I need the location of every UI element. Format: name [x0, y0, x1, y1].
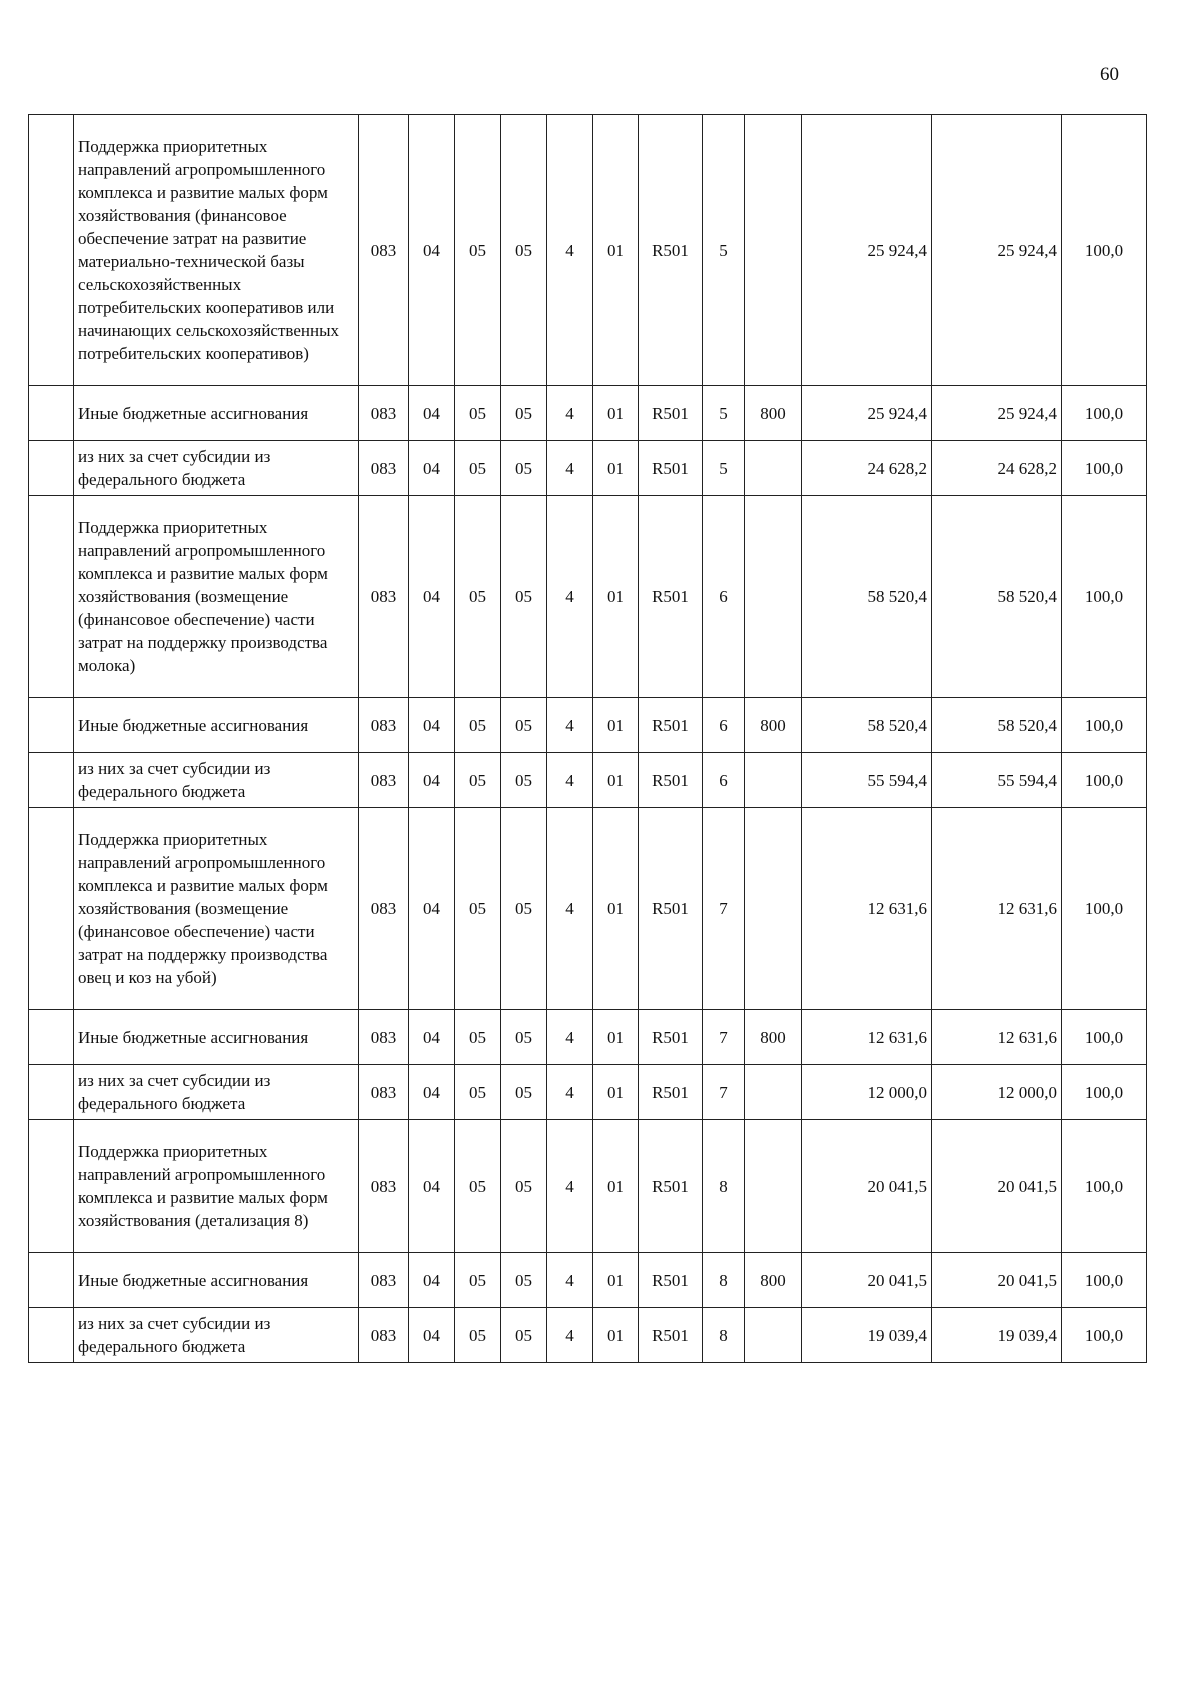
grbs-code-cell: 083: [359, 808, 409, 1010]
actual-amount-cell: 55 594,4: [932, 753, 1062, 808]
planned-amount-cell: 20 041,5: [802, 1120, 932, 1253]
page-number: 60: [1100, 64, 1119, 85]
event-code-cell: 01: [593, 1065, 639, 1120]
section-code-cell: 04: [409, 1253, 455, 1308]
subsection-code-cell: 05: [455, 753, 501, 808]
program-code-cell: 05: [501, 1120, 547, 1253]
expense-type-cell: [745, 1308, 802, 1363]
row-name-cell: Иные бюджетные ассигнования: [74, 698, 359, 753]
row-name-cell: Поддержка приоритетных направлений агропромышленного комплекса и развитие малых форм хозяйствования (возмещение (финансовое обеспечение) части затрат на поддержку производства молока): [74, 496, 359, 698]
actual-amount-cell: 19 039,4: [932, 1308, 1062, 1363]
program-code-cell: 05: [501, 115, 547, 386]
subsection-code-cell: 05: [455, 1010, 501, 1065]
subprogram-code-cell: 4: [547, 1308, 593, 1363]
subprogram-code-cell: 4: [547, 753, 593, 808]
row-name-cell: Поддержка приоритетных направлений агропромышленного комплекса и развитие малых форм хозяйствования (финансовое обеспечение затрат на развитие материально-технической базы сельскохозяйственных потребительских кооперативов или начинающих сельскохозяйственных потребительских кооперативов): [74, 115, 359, 386]
execution-percent-cell: 100,0: [1062, 1120, 1147, 1253]
table-row: [29, 441, 1147, 496]
execution-percent-cell: 100,0: [1062, 1010, 1147, 1065]
row-number-cell: [29, 1308, 74, 1363]
grbs-code-cell: 083: [359, 1010, 409, 1065]
direction-code-cell: R501: [639, 1010, 703, 1065]
section-code-cell: 04: [409, 808, 455, 1010]
table-row: [29, 1120, 1147, 1253]
expense-type-cell: 800: [745, 1253, 802, 1308]
grbs-code-cell: 083: [359, 1120, 409, 1253]
detail-code-cell: 8: [703, 1253, 745, 1308]
event-code-cell: 01: [593, 386, 639, 441]
subprogram-code-cell: 4: [547, 1253, 593, 1308]
table-row: [29, 1308, 1147, 1363]
expense-type-cell: [745, 753, 802, 808]
execution-percent-cell: 100,0: [1062, 115, 1147, 386]
expense-type-cell: 800: [745, 1010, 802, 1065]
direction-code-cell: R501: [639, 1065, 703, 1120]
subsection-code-cell: 05: [455, 1065, 501, 1120]
actual-amount-cell: 24 628,2: [932, 441, 1062, 496]
actual-amount-cell: 58 520,4: [932, 698, 1062, 753]
program-code-cell: 05: [501, 1253, 547, 1308]
planned-amount-cell: 24 628,2: [802, 441, 932, 496]
detail-code-cell: 6: [703, 496, 745, 698]
subprogram-code-cell: 4: [547, 496, 593, 698]
event-code-cell: 01: [593, 441, 639, 496]
event-code-cell: 01: [593, 1253, 639, 1308]
section-code-cell: 04: [409, 1065, 455, 1120]
subprogram-code-cell: 4: [547, 698, 593, 753]
planned-amount-cell: 19 039,4: [802, 1308, 932, 1363]
direction-code-cell: R501: [639, 496, 703, 698]
subprogram-code-cell: 4: [547, 808, 593, 1010]
grbs-code-cell: 083: [359, 115, 409, 386]
event-code-cell: 01: [593, 698, 639, 753]
detail-code-cell: 7: [703, 1065, 745, 1120]
row-name-cell: из них за счет субсидии из федерального бюджета: [74, 1308, 359, 1363]
row-number-cell: [29, 1010, 74, 1065]
actual-amount-cell: 25 924,4: [932, 386, 1062, 441]
expense-type-cell: [745, 115, 802, 386]
grbs-code-cell: 083: [359, 753, 409, 808]
execution-percent-cell: 100,0: [1062, 753, 1147, 808]
planned-amount-cell: 20 041,5: [802, 1253, 932, 1308]
direction-code-cell: R501: [639, 698, 703, 753]
row-number-cell: [29, 1253, 74, 1308]
section-code-cell: 04: [409, 698, 455, 753]
row-number-cell: [29, 1120, 74, 1253]
actual-amount-cell: 20 041,5: [932, 1253, 1062, 1308]
event-code-cell: 01: [593, 1010, 639, 1065]
planned-amount-cell: 58 520,4: [802, 496, 932, 698]
subsection-code-cell: 05: [455, 115, 501, 386]
subprogram-code-cell: 4: [547, 1065, 593, 1120]
expense-type-cell: [745, 441, 802, 496]
program-code-cell: 05: [501, 496, 547, 698]
grbs-code-cell: 083: [359, 1308, 409, 1363]
program-code-cell: 05: [501, 698, 547, 753]
section-code-cell: 04: [409, 496, 455, 698]
program-code-cell: 05: [501, 386, 547, 441]
expense-type-cell: [745, 496, 802, 698]
table-row: [29, 115, 1147, 386]
direction-code-cell: R501: [639, 1308, 703, 1363]
row-name-cell: из них за счет субсидии из федерального бюджета: [74, 441, 359, 496]
expense-type-cell: [745, 1120, 802, 1253]
planned-amount-cell: 55 594,4: [802, 753, 932, 808]
actual-amount-cell: 12 000,0: [932, 1065, 1062, 1120]
program-code-cell: 05: [501, 808, 547, 1010]
subsection-code-cell: 05: [455, 1308, 501, 1363]
table-row: [29, 1010, 1147, 1065]
execution-percent-cell: 100,0: [1062, 1253, 1147, 1308]
event-code-cell: 01: [593, 1308, 639, 1363]
event-code-cell: 01: [593, 1120, 639, 1253]
direction-code-cell: R501: [639, 1253, 703, 1308]
subsection-code-cell: 05: [455, 1253, 501, 1308]
grbs-code-cell: 083: [359, 441, 409, 496]
event-code-cell: 01: [593, 115, 639, 386]
section-code-cell: 04: [409, 753, 455, 808]
detail-code-cell: 5: [703, 386, 745, 441]
row-number-cell: [29, 808, 74, 1010]
program-code-cell: 05: [501, 753, 547, 808]
direction-code-cell: R501: [639, 1120, 703, 1253]
subsection-code-cell: 05: [455, 441, 501, 496]
subprogram-code-cell: 4: [547, 1010, 593, 1065]
planned-amount-cell: 58 520,4: [802, 698, 932, 753]
subsection-code-cell: 05: [455, 496, 501, 698]
section-code-cell: 04: [409, 115, 455, 386]
subsection-code-cell: 05: [455, 808, 501, 1010]
actual-amount-cell: 25 924,4: [932, 115, 1062, 386]
section-code-cell: 04: [409, 1010, 455, 1065]
row-number-cell: [29, 386, 74, 441]
detail-code-cell: 7: [703, 808, 745, 1010]
actual-amount-cell: 20 041,5: [932, 1120, 1062, 1253]
planned-amount-cell: 25 924,4: [802, 115, 932, 386]
detail-code-cell: 6: [703, 753, 745, 808]
expense-type-cell: 800: [745, 386, 802, 441]
detail-code-cell: 8: [703, 1308, 745, 1363]
planned-amount-cell: 25 924,4: [802, 386, 932, 441]
execution-percent-cell: 100,0: [1062, 1065, 1147, 1120]
subprogram-code-cell: 4: [547, 1120, 593, 1253]
row-number-cell: [29, 1065, 74, 1120]
row-name-cell: Поддержка приоритетных направлений агропромышленного комплекса и развитие малых форм хозяйствования (детализация 8): [74, 1120, 359, 1253]
detail-code-cell: 6: [703, 698, 745, 753]
row-number-cell: [29, 698, 74, 753]
execution-percent-cell: 100,0: [1062, 441, 1147, 496]
row-name-cell: Поддержка приоритетных направлений агропромышленного комплекса и развитие малых форм хозяйствования (возмещение (финансовое обеспечение) части затрат на поддержку производства овец и коз на убой): [74, 808, 359, 1010]
grbs-code-cell: 083: [359, 386, 409, 441]
row-name-cell: Иные бюджетные ассигнования: [74, 1010, 359, 1065]
program-code-cell: 05: [501, 441, 547, 496]
table-row: [29, 698, 1147, 753]
program-code-cell: 05: [501, 1065, 547, 1120]
detail-code-cell: 8: [703, 1120, 745, 1253]
subprogram-code-cell: 4: [547, 115, 593, 386]
actual-amount-cell: 58 520,4: [932, 496, 1062, 698]
row-name-cell: из них за счет субсидии из федерального бюджета: [74, 1065, 359, 1120]
execution-percent-cell: 100,0: [1062, 386, 1147, 441]
event-code-cell: 01: [593, 808, 639, 1010]
planned-amount-cell: 12 000,0: [802, 1065, 932, 1120]
direction-code-cell: R501: [639, 386, 703, 441]
expense-type-cell: [745, 1065, 802, 1120]
grbs-code-cell: 083: [359, 496, 409, 698]
program-code-cell: 05: [501, 1308, 547, 1363]
execution-percent-cell: 100,0: [1062, 1308, 1147, 1363]
event-code-cell: 01: [593, 753, 639, 808]
detail-code-cell: 7: [703, 1010, 745, 1065]
expense-type-cell: 800: [745, 698, 802, 753]
execution-percent-cell: 100,0: [1062, 496, 1147, 698]
table-row: [29, 753, 1147, 808]
actual-amount-cell: 12 631,6: [932, 1010, 1062, 1065]
planned-amount-cell: 12 631,6: [802, 1010, 932, 1065]
subsection-code-cell: 05: [455, 698, 501, 753]
direction-code-cell: R501: [639, 441, 703, 496]
subsection-code-cell: 05: [455, 386, 501, 441]
detail-code-cell: 5: [703, 441, 745, 496]
grbs-code-cell: 083: [359, 698, 409, 753]
detail-code-cell: 5: [703, 115, 745, 386]
section-code-cell: 04: [409, 1120, 455, 1253]
grbs-code-cell: 083: [359, 1065, 409, 1120]
table-row: [29, 496, 1147, 698]
event-code-cell: 01: [593, 496, 639, 698]
direction-code-cell: R501: [639, 753, 703, 808]
row-number-cell: [29, 115, 74, 386]
execution-percent-cell: 100,0: [1062, 698, 1147, 753]
subsection-code-cell: 05: [455, 1120, 501, 1253]
execution-percent-cell: 100,0: [1062, 808, 1147, 1010]
actual-amount-cell: 12 631,6: [932, 808, 1062, 1010]
table-row: [29, 1065, 1147, 1120]
row-number-cell: [29, 496, 74, 698]
row-name-cell: из них за счет субсидии из федерального бюджета: [74, 753, 359, 808]
direction-code-cell: R501: [639, 808, 703, 1010]
subprogram-code-cell: 4: [547, 386, 593, 441]
row-number-cell: [29, 753, 74, 808]
row-name-cell: Иные бюджетные ассигнования: [74, 1253, 359, 1308]
budget-table: [28, 114, 1147, 1363]
section-code-cell: 04: [409, 386, 455, 441]
section-code-cell: 04: [409, 1308, 455, 1363]
row-number-cell: [29, 441, 74, 496]
section-code-cell: 04: [409, 441, 455, 496]
table-row: [29, 386, 1147, 441]
program-code-cell: 05: [501, 1010, 547, 1065]
direction-code-cell: R501: [639, 115, 703, 386]
table-row: [29, 1253, 1147, 1308]
expense-type-cell: [745, 808, 802, 1010]
planned-amount-cell: 12 631,6: [802, 808, 932, 1010]
row-name-cell: Иные бюджетные ассигнования: [74, 386, 359, 441]
grbs-code-cell: 083: [359, 1253, 409, 1308]
table-row: [29, 808, 1147, 1010]
subprogram-code-cell: 4: [547, 441, 593, 496]
